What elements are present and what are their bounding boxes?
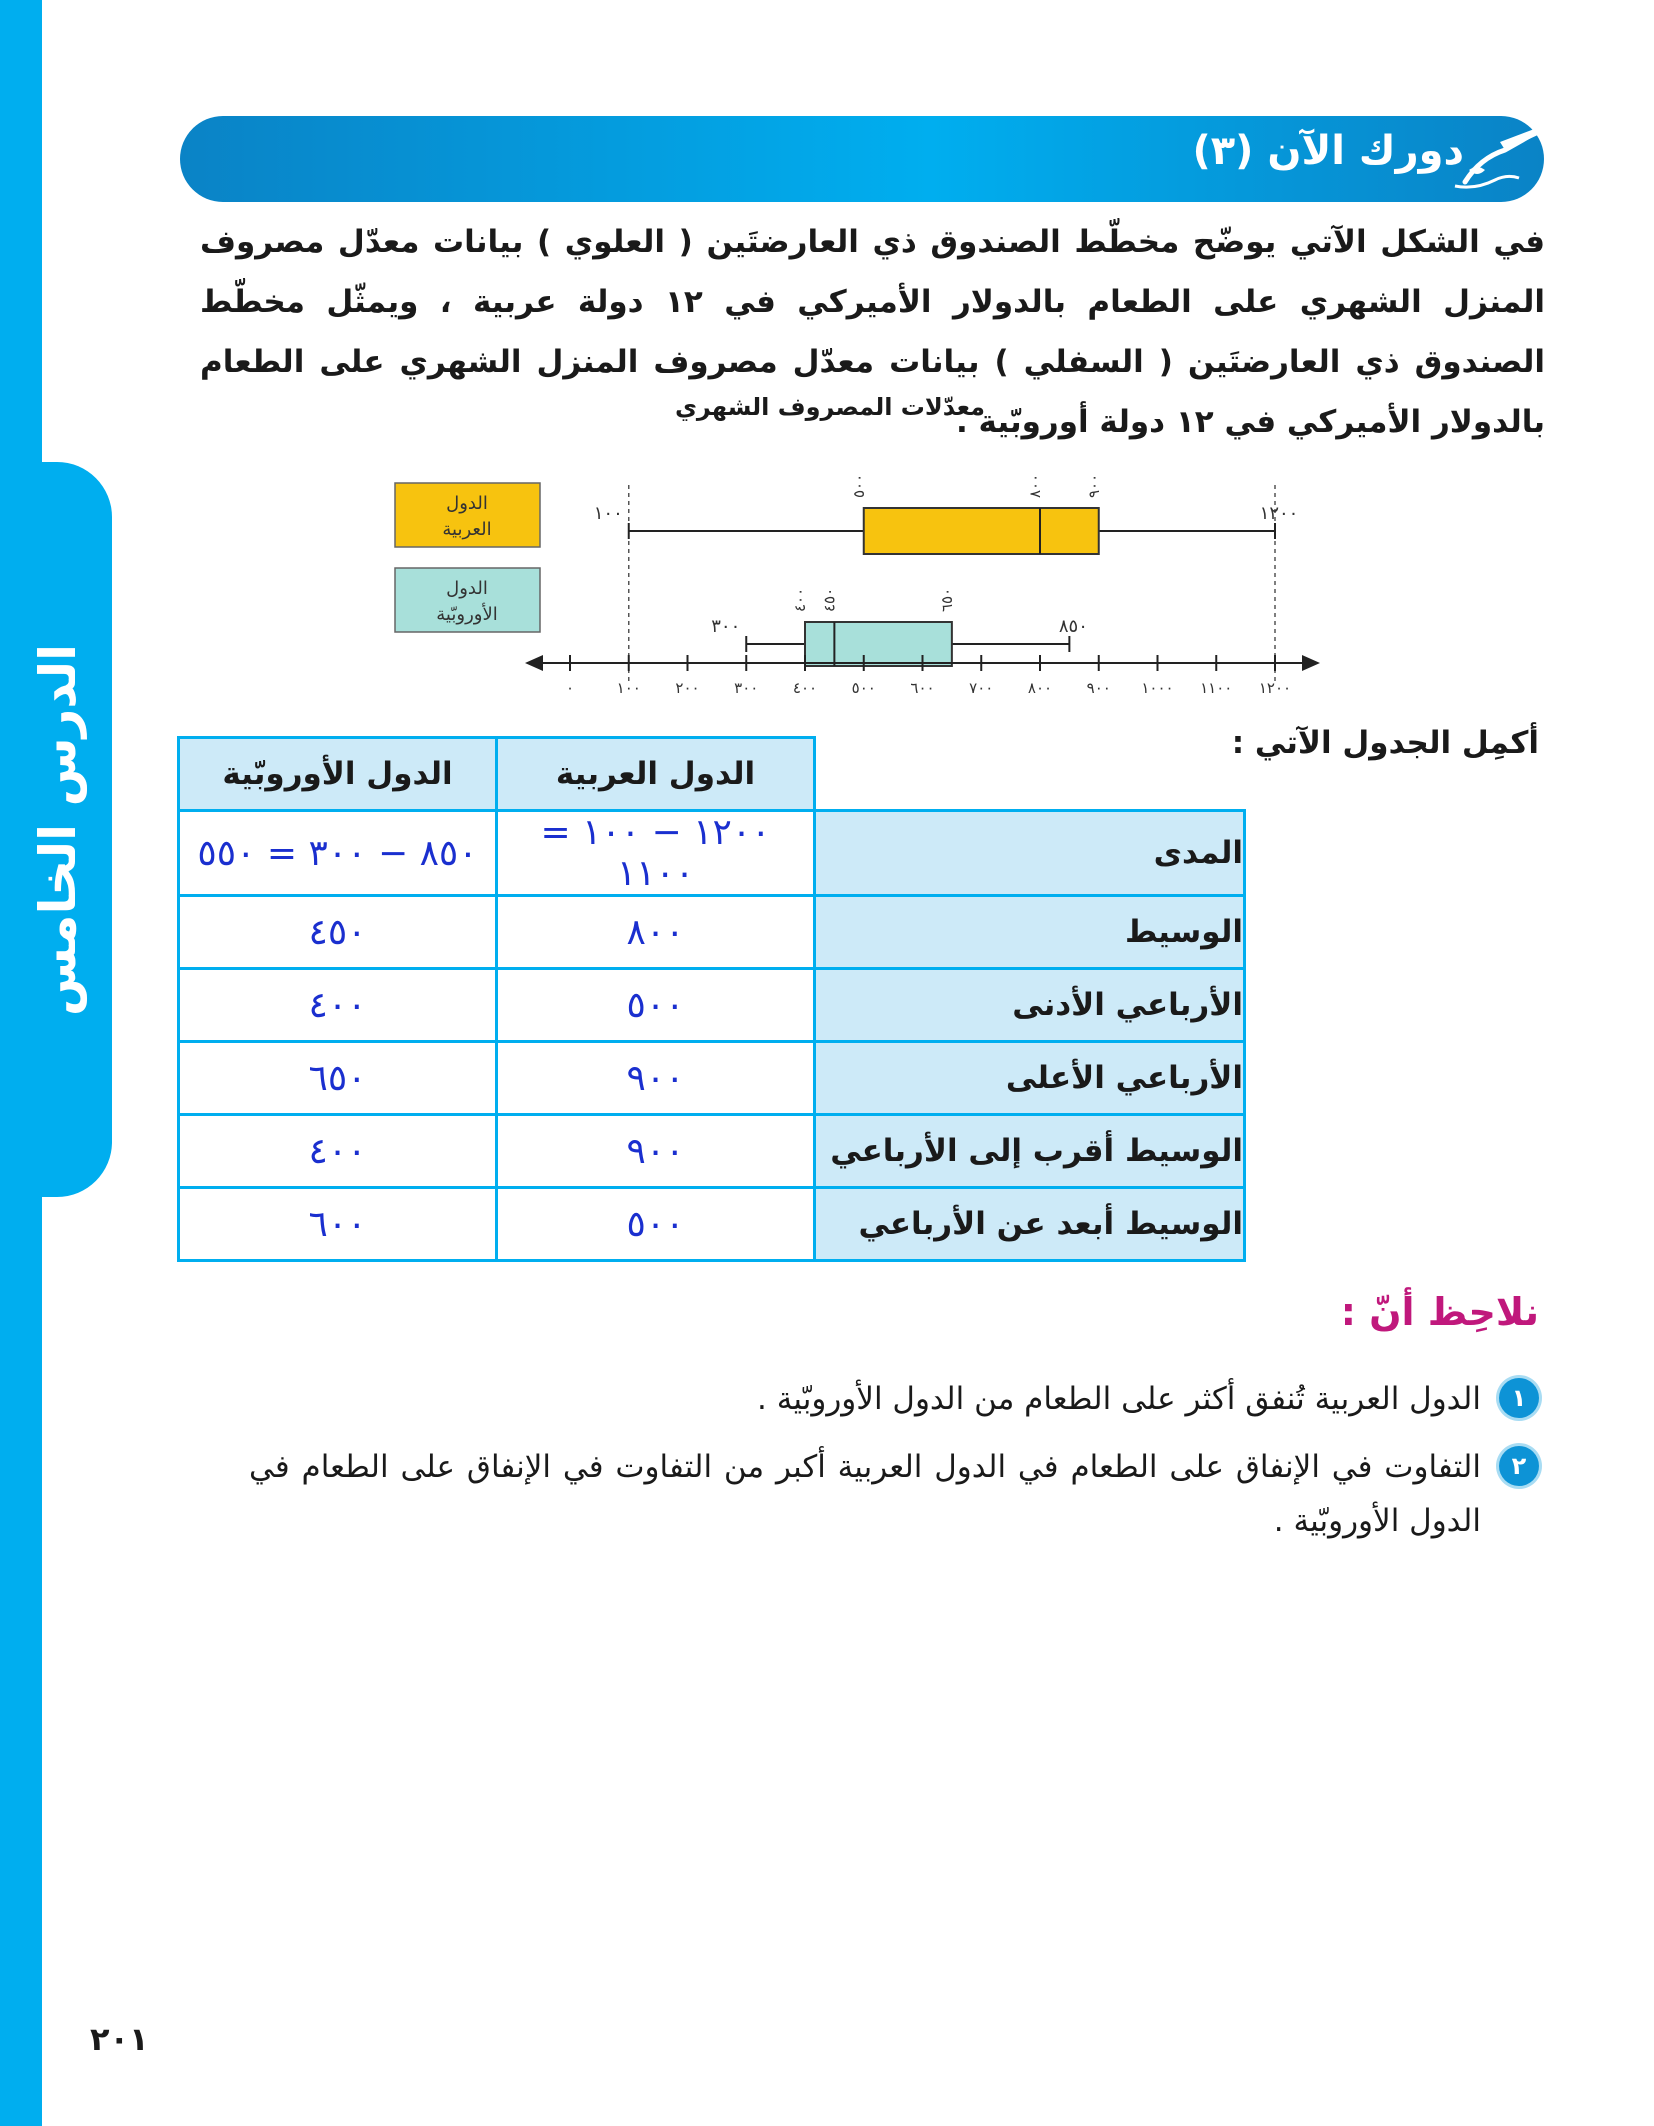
box-0: [864, 508, 1099, 554]
row-label: الوسيط: [815, 896, 1245, 969]
summary-table: [177, 736, 1246, 1262]
table-row: [179, 1042, 1245, 1115]
note-1: [109, 1372, 1539, 1426]
axis-arrow-right: [1302, 655, 1320, 671]
euro-value: ٤٠٠: [179, 969, 497, 1042]
legend-label: الأوروبّية: [436, 604, 498, 625]
axis-tick-label: ١٠٠: [616, 679, 641, 697]
axis-tick-label: ٣٠٠: [734, 679, 759, 697]
notes-heading: نلاحِظ أنّ :: [1340, 1290, 1539, 1334]
axis-tick-label: ٧٠٠: [969, 679, 994, 697]
arab-value: ٨٠٠: [497, 896, 815, 969]
table-prompt: أكمِل الجدول الآتي :: [1231, 725, 1539, 761]
euro-value: ٨٥٠ − ٣٠٠ = ٥٥٠: [179, 811, 497, 896]
axis-tick-label: ٦٠٠: [910, 679, 935, 697]
min-label: ١٠٠: [593, 503, 623, 524]
table-header-row: [179, 738, 1245, 811]
min-label: ٣٠٠: [711, 616, 741, 637]
axis-tick-label: ١٢٠٠: [1258, 679, 1292, 697]
median-label: ٨٠٠: [1026, 473, 1044, 498]
box-1: [805, 622, 952, 666]
axis-tick-label: ٩٠٠: [1086, 679, 1111, 697]
q3-label: ٩٠٠: [1084, 473, 1103, 498]
euro-value: ٤٠٠: [179, 1115, 497, 1188]
page-number: ٢٠١: [90, 2020, 149, 2058]
euro-value: ٦٥٠: [179, 1042, 497, 1115]
max-label: ١٢٠٠: [1259, 503, 1299, 524]
euro-value: ٦٠٠: [179, 1188, 497, 1261]
axis-tick-label: ٤٠٠: [792, 679, 818, 697]
row-label: الوسيط أبعد عن الأرباعي: [815, 1188, 1245, 1261]
q1-label: ٤٠٠: [791, 587, 809, 612]
legend-label: الدول: [446, 578, 488, 599]
row-label: الوسيط أقرب إلى الأرباعي: [815, 1115, 1245, 1188]
arab-value: ٩٠٠: [497, 1042, 815, 1115]
arab-value: ٥٠٠: [497, 1188, 815, 1261]
table-body: [179, 811, 1245, 1261]
median-label: ٤٥٠: [820, 587, 839, 612]
box-plot-chart: [380, 385, 1350, 715]
intro-paragraph: في الشكل الآتي يوضّح مخطّط الصندوق ذي العارضتَين ( العلوي ) بيانات معدّل مصروف المنزل الشهري على الطعام بالدولار الأميركي في ١٢ دولة عربية ، ويمثّل مخطّط الصندوق ذي العارضتَين ( السفلي ) بيانات معدّل مصروف المنزل الشهري على الطعام بالدولار الأميركي في ١٢ دولة أوروبّية .: [200, 224, 1546, 440]
table-corner: [815, 738, 1245, 811]
axis-tick-label: ٨٠٠: [1027, 679, 1053, 697]
arab-value: ٥٠٠: [497, 969, 815, 1042]
lesson-side-tab-label: [8, 462, 108, 1197]
arab-value: ١٢٠٠ − ١٠٠ = ١١٠٠: [497, 811, 815, 896]
axis-tick-label: ١١٠٠: [1200, 679, 1233, 697]
summary-table-wrap: [180, 736, 1246, 1262]
chart-title: معدّلات المصروف الشهري: [674, 393, 986, 421]
note-text: التفاوت في الإنفاق على الطعام في الدول العربية أكبر من التفاوت في الإنفاق على الطعام في الدول الأوروبّية .: [249, 1449, 1481, 1539]
header-arab: الدول العربية: [497, 738, 815, 811]
arab-value: ٩٠٠: [497, 1115, 815, 1188]
table-row: [179, 969, 1245, 1042]
header-euro: الدول الأوروبّية: [179, 738, 497, 811]
lesson-title: الدرس الخامس: [29, 643, 87, 1016]
q1-label: ٥٠٠: [849, 473, 868, 498]
box-plot-svg: [380, 385, 1350, 715]
row-label: الأرباعي الأعلى: [815, 1042, 1245, 1115]
table-row: [179, 811, 1245, 896]
euro-value: ٤٥٠: [179, 896, 497, 969]
axis-tick-label: ١٠٠٠: [1141, 679, 1174, 697]
legend-label: العربية: [442, 519, 492, 540]
q3-label: ٦٥٠: [937, 587, 956, 612]
row-label: المدى: [815, 811, 1245, 896]
note-number-badge: ٢: [1499, 1446, 1539, 1486]
note-text: الدول العربية تُنفق أكثر على الطعام من الدول الأوروبّية .: [757, 1381, 1481, 1417]
legend-label: الدول: [446, 493, 488, 514]
table-row: [179, 1188, 1245, 1261]
axis-tick-label: ٢٠٠: [675, 679, 700, 697]
table-row: [179, 1115, 1245, 1188]
axis-tick-label: ٠: [565, 679, 575, 697]
note-number-badge: ١: [1499, 1378, 1539, 1418]
note-2: [249, 1440, 1539, 1548]
activity-title: دورك الآن (٣): [1192, 128, 1464, 174]
table-row: [179, 896, 1245, 969]
row-label: الأرباعي الأدنى: [815, 969, 1245, 1042]
axis-tick-label: ٥٠٠: [851, 679, 876, 697]
axis-arrow-left: [525, 655, 543, 671]
max-label: ٨٥٠: [1058, 616, 1088, 637]
